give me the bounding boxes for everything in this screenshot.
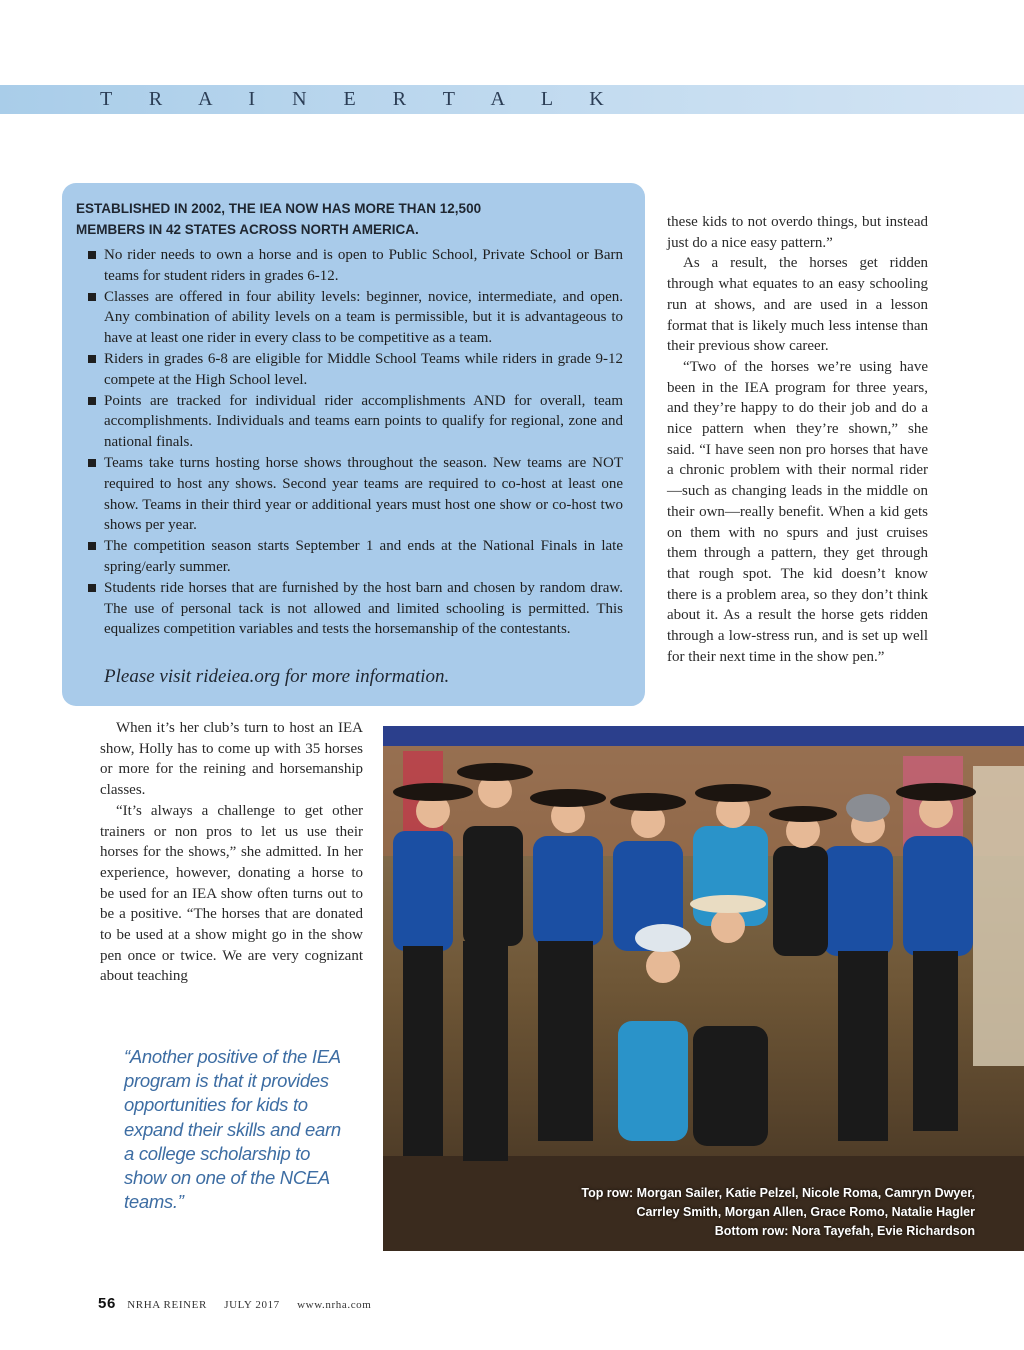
list-item <box>84 349 623 391</box>
caption-line-1: Top row: Morgan Sailer, Katie Pelzel, Nicole Roma, Camryn Dwyer, <box>581 1186 975 1200</box>
team-photo-illustration <box>383 726 1024 1251</box>
page-footer <box>98 1295 371 1312</box>
square-bullet-icon <box>88 542 96 550</box>
article-paragraph: “Two of the horses we’re using have been in the IEA program for three years, and they’re happy to do their job and do a nice pattern when they’re shown,” she said. “I have seen non pro horses that have a chronic problem with their normal rider—such as changing leads in the middle on their own—really benefit. When a kid gets on them with no spurs and just cruises them through a pattern, they get through that rough spot. The kid doesn’t know there is a problem area, so they don’t think about it. As a result the horse gets ridden through a low-stress run, and is set up well for their next time in the show pen.” <box>667 358 928 665</box>
list-item <box>84 578 623 640</box>
photo-caption <box>535 1184 975 1241</box>
list-item-text: No rider needs to own a horse and is open to Public School, Private School or Barn teams for student riders in grades 6-12. <box>104 247 623 284</box>
list-item-text: Points are tracked for individual rider accomplishments AND for overall, team accomplishments. Individuals and teams earn points to qualify for regional, zone and national finals. <box>104 392 623 451</box>
square-bullet-icon <box>88 251 96 259</box>
list-item <box>84 536 623 578</box>
sidebar-visit-link[interactable]: Please visit rideiea.org for more information. <box>104 666 450 687</box>
sidebar-heading-line-2: MEMBERS IN 42 STATES ACROSS NORTH AMERICA. <box>76 222 419 237</box>
sidebar-heading-line-1: ESTABLISHED IN 2002, THE IEA NOW HAS MORE THAN 12,500 <box>76 201 482 216</box>
section-title: T R A I N E R T A L K <box>100 88 620 110</box>
pull-quote: “Another positive of the IEA program is that it provides opportunities for kids to expand their skills and earn a college scholarship to show on one of the NCEA teams.” <box>124 1046 341 1213</box>
right-article-column <box>667 212 928 667</box>
left-article-column <box>100 718 363 987</box>
list-item <box>84 245 623 287</box>
square-bullet-icon <box>88 459 96 467</box>
article-paragraph: When it’s her club’s turn to host an IEA show, Holly has to come up with 35 horses or more for the reining and horsemanship classes. <box>100 720 363 799</box>
square-bullet-icon <box>88 293 96 301</box>
list-item-text: Riders in grades 6-8 are eligible for Middle School Teams while riders in grade 9-12 compete at the High School level. <box>104 350 623 388</box>
square-bullet-icon <box>88 397 96 405</box>
caption-line-2: Carrley Smith, Morgan Allen, Grace Romo, Natalie Hagler <box>636 1205 975 1219</box>
magazine-name: NRHA REINER <box>127 1299 207 1311</box>
list-item <box>84 287 623 349</box>
article-paragraph: As a result, the horses get ridden through what equates to an easy schooling run at shows, and are used in a lesson format that is likely much less intense than their previous show career. <box>667 255 928 355</box>
issue-date: JULY 2017 <box>224 1299 280 1311</box>
list-item <box>84 453 623 536</box>
team-photo <box>383 726 1024 1251</box>
article-paragraph: these kids to not overdo things, but instead just do a nice easy pattern.” <box>667 214 928 251</box>
list-item <box>84 391 623 453</box>
list-item-text: The competition season starts September 1 and ends at the National Finals in late spring/early summer. <box>104 538 623 575</box>
list-item-text: Teams take turns hosting horse shows throughout the season. New teams are NOT required to host any shows. Second year teams are required to co-host at least one show. Teams in their third year or additional years must host one show or co-host two shows per year. <box>104 454 623 534</box>
website-link[interactable]: www.nrha.com <box>297 1299 372 1311</box>
list-item-text: Classes are offered in four ability levels: beginner, novice, intermediate, and open. Any combination of ability levels on a team is permissible, but it is advantageous to have at least one rider in every class to be competitive as a team. <box>104 288 623 347</box>
sidebar-bullet-list <box>84 245 623 640</box>
list-item-text: Students ride horses that are furnished by the host barn and chosen by random draw. The use of personal tack is not allowed and limited schooling is permitted. This equalizes competition variables and tests the horsemanship of the contestants. <box>104 579 623 638</box>
page-number: 56 <box>98 1295 116 1312</box>
caption-line-3: Bottom row: Nora Tayefah, Evie Richardson <box>714 1224 975 1238</box>
sidebar-heading <box>76 198 616 240</box>
square-bullet-icon <box>88 584 96 592</box>
square-bullet-icon <box>88 355 96 363</box>
article-paragraph: “It’s always a challenge to get other trainers or non pros to let us use their horses for the shows,” she admitted. In her experience, however, donating a horse to be used for an IEA show often turns out to be a positive. “The horses that are donated to be used at a show might go in the show pen once or twice. We are very cognizant about teaching <box>100 802 363 985</box>
